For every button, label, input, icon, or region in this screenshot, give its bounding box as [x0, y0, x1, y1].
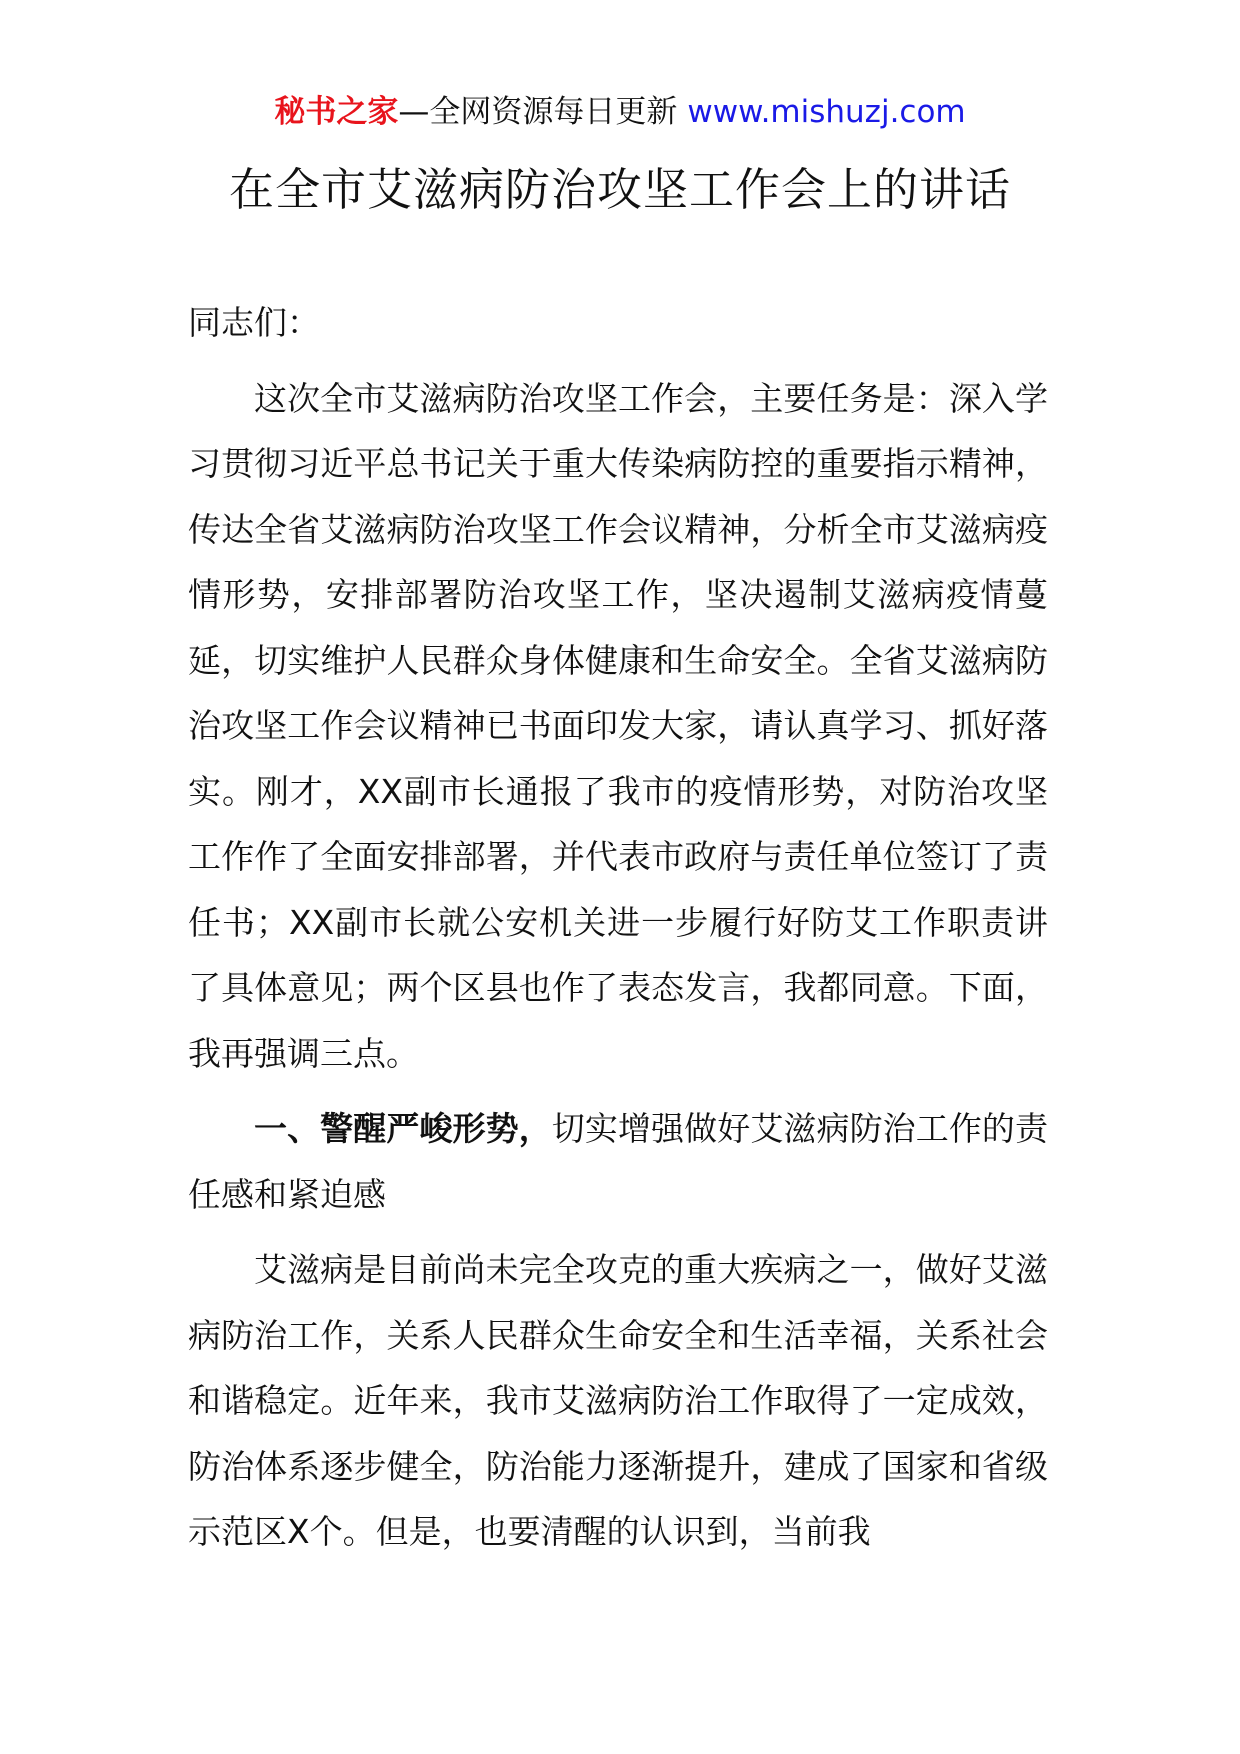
- section-heading-rest: 切实增强做好艾滋病防治工作的责任感和紧迫感: [188, 1109, 1049, 1214]
- paragraph: 艾滋病是目前尚未完全攻克的重大疾病之一，做好艾滋病防治工作，关系人民群众生命安全和生活幸福，关系社会和谐稳定。近年来，我市艾滋病防治工作取得了一定成效，防治体系逐步健全，防治能力逐渐提升，建成了国家和省级示范区X个。但是，也要清醒的认识到，当前我: [188, 1250, 1048, 1551]
- site-url-link[interactable]: www.mishuzj.com: [687, 94, 966, 130]
- salutation: 同志们：: [188, 303, 320, 342]
- brand-name: 秘书之家: [274, 94, 399, 130]
- site-tagline: —全网资源每日更新: [398, 94, 678, 130]
- document-title: 在全市艾滋病防治攻坚工作会上的讲话: [228, 163, 1011, 216]
- site-header: [0, 92, 1240, 132]
- document-body: [188, 290, 1048, 1565]
- paragraph: 这次全市艾滋病防治攻坚工作会，主要任务是：深入学习贯彻习近平总书记关于重大传染病防控的重要指示精神，传达全省艾滋病防治攻坚工作会议精神，分析全市艾滋病疫情形势，安排部署防治攻坚工作，坚决遏制艾滋病疫情蔓延，切实维护人民群众身体健康和生命安全。全省艾滋病防治攻坚工作会议精神已书面印发大家，请认真学习、抓好落实。刚才，XX副市长通报了我市的疫情形势，对防治攻坚工作作了全面安排部署，并代表市政府与责任单位签订了责任书；XX副市长就公安机关进一步履行好防艾工作职责讲了具体意见；两个区县也作了表态发言，我都同意。下面，我再强调三点。: [188, 378, 1048, 1073]
- section-heading-lead: 一、警醒严峻形势，: [254, 1109, 552, 1148]
- section-heading: [188, 1096, 1048, 1227]
